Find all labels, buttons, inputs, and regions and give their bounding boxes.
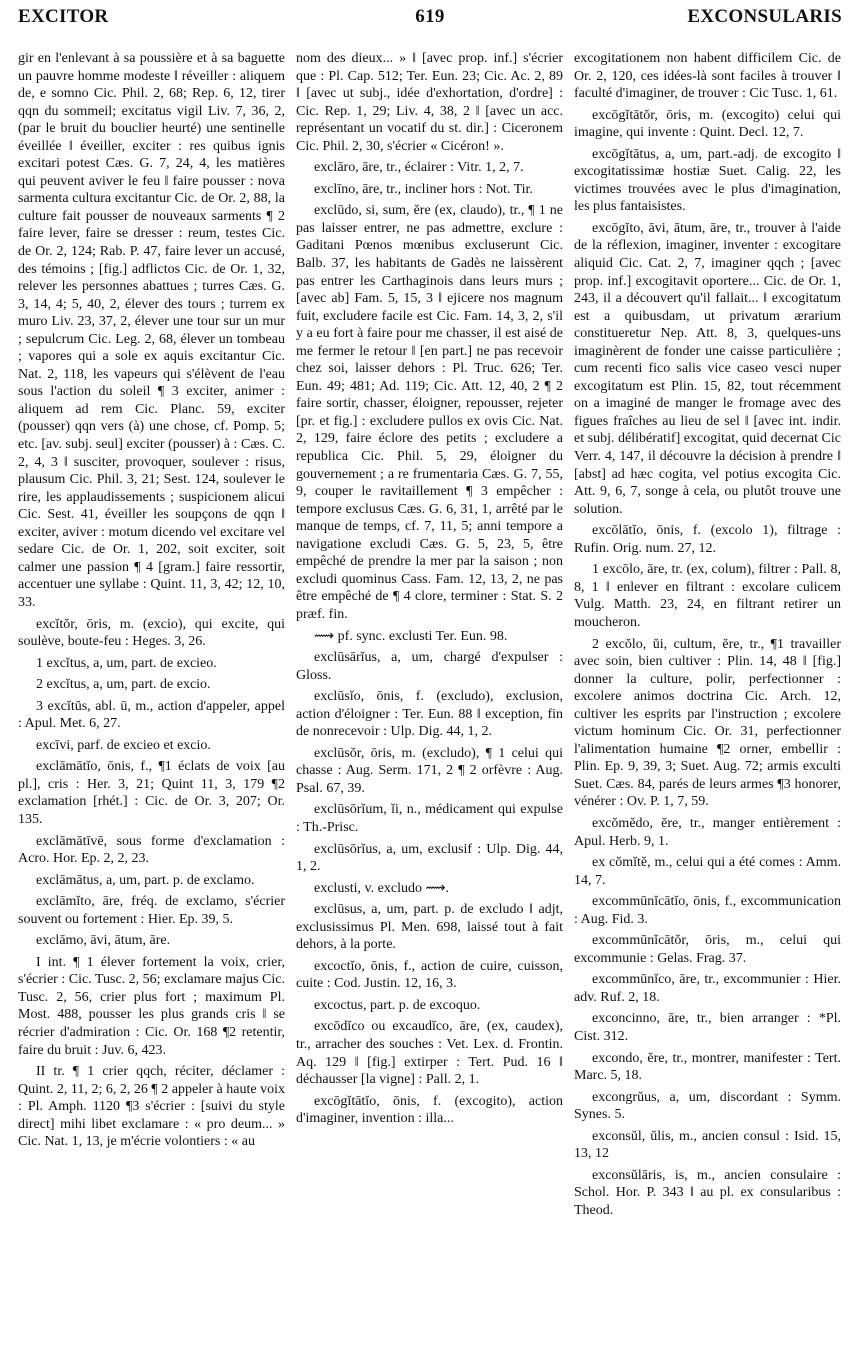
column-left (18, 50, 285, 1350)
dictionary-entry: I int. ¶ 1 élever fortement la voix, crier, s'écrier : Cic. Tusc. 2, 56; exclamare majus Cic. Tusc. 2, 56, crier plus fort ; maximum Pl. Most. 488, pousser les plus grands cris ‖ se récrier d'admiration : Cic. Or. 168 ¶2 retentir, faire du bruit : Juv. 6, 423. (18, 954, 285, 1058)
dictionary-entry: excōgĭtātĭo, ōnis, f. (excogito), action d'imaginer, invention : illa... (296, 1093, 563, 1127)
dictionary-entry: excommūnĭco, āre, tr., excommunier : Hier. adv. Ruf. 2, 18. (574, 972, 841, 1005)
dictionary-entry: 1 excōlo, āre, tr. (ex, colum), filtrer : Pall. 8, 8, 1 ‖ enlever en filtrant : excolare culicem Vulg. Matth. 23, 24, en filtrant retirer un moucheron. (574, 562, 841, 630)
dictionary-entry: excĭtŏr, ōris, m. (excio), qui excite, qui soulève, boute-feu : Heges. 3, 26. (18, 616, 285, 650)
dictionary-entry: II tr. ¶ 1 crier qqch, réciter, déclamer : Quint. 2, 11, 2; 6, 2, 26 ¶ 2 appeler à haute voix : Pl. Amph. 1120 ¶3 s'écrier : [suivi du style direct] mihi libet exclamare : « pro deum... » Cic. Nat. 1, 13, je m'écrie volontiers : « au (18, 1064, 285, 1150)
column-right (574, 50, 841, 1350)
dictionary-entry: excoctĭo, ōnis, f., action de cuire, cuisson, cuite : Cod. Justin. 12, 16, 3. (296, 958, 563, 992)
dictionary-entry: excōlātĭo, ōnis, f. (excolo 1), filtrage : Rufin. Orig. num. 27, 12. (574, 523, 841, 556)
header-right-headword: EXCONSULARIS (687, 6, 842, 27)
dictionary-entry: exclūsŏr, ōris, m. (excludo), ¶ 1 celui qui chasse : Aug. Serm. 171, 2 ¶ 2 orfèvre : Aug. Psal. 67, 39. (296, 745, 563, 796)
dictionary-entry: excogitationem non habent difficilem Cic. de Or. 2, 120, ces idées-là sont faciles à trouver ‖ faculté d'imaginer, de trouver : Cic Tusc. 1, 61. (574, 51, 841, 102)
dictionary-entry: excongrŭus, a, um, discordant : Symm. Synes. 5. (574, 1089, 841, 1123)
dictionary-entry: excommūnĭcātŏr, ōris, m., celui qui excommunie : Gelas. Frag. 37. (574, 933, 841, 966)
dictionary-entry: 1 excĭtus, a, um, part. de excieo. (36, 655, 217, 671)
dictionary-entry: exclusti, v. excludo ⟿. (314, 880, 450, 896)
dictionary-entry: excoctus, part. p. de excoquo. (314, 997, 481, 1013)
dictionary-entry: gir en l'enlevant à sa poussière et à sa baguette un pauvre homme modeste ‖ réveiller : aliquem de, e somno Cic. Phil. 2, 68; Rep. 6, 12, tirer qqn du sommeil; excitatus vigil Liv. 7, 36, 2, (par le bruit du bouclier heurté) une sentinelle éveillée ‖ éveiller, exciter : res quibus ignis excitari potest Cæs. G. 7, 24, 4, les matières qui peuvent aviver le feu ‖ faire pousser : nova sarmenta cultura excitantur Cic. de Or. 2, 88, la culture fait pousser de nouveaux sarments ¶ 2 faire lever, faire se dresser : reum, testes Cic. de Or. 2, 124; Rab. P. 47, faire lever un accusé, des témoins ; [fig.] adflictos Cic. de Or. 1, 32, relever les personnes abattues ; turres Cæs. G. 3, 14, 4; 5, 40, 2, élever des tours ; turrem ex muro Liv. 23, 37, 2, élever une tour sur un mur ; sepulcrum Cic. Leg. 2, 68, élever un tombeau ; vapores qui a sole ex aquis excitantur Cic. Nat. 2, 118, les vapeurs qui s'élèvent de l'eau sous l'action du soleil ¶ 3 exciter, animer : aliquem ad rem Cic. Planc. 59, exciter (pousser) qqn vers (à) une chose, cf. Pomp. 5; etc. [av. subj. seul] exciter (pousser) à : Cæs. C. 2, 4, 3 ‖ susciter, provoquer, soulever : risus, plausum Cic. Phil. 3, 21; Sest. 124, soulever le rire, les applaudissements ; suspicionem alicui Cic. Sest. 41, éveiller les soupçons de qqn ‖ exciter, aviver : motum dicendo vel excitare vel sedare Cic. de Or. 1, 202, soit exciter, soit calmer une passion ¶ 4 [gram.] faire ressortir, accentuer une syllabe : Quint. 11, 3, 42; 12, 10, 33. (18, 51, 285, 610)
dictionary-entry: exclāmātus, a, um, part. p. de exclamo. (36, 872, 255, 888)
dictionary-entry: exclūsus, a, um, part. p. de excludo ‖ adjt, exclusissimus Pl. Men. 698, laissé tout à fait dehors, à la porte. (296, 902, 563, 953)
dictionary-entry: exclāmo, āvi, ātum, āre. (36, 933, 171, 949)
dictionary-entry: exclāro, āre, tr., éclairer : Vitr. 1, 2, 7. (314, 160, 524, 176)
page-number: 619 (415, 6, 445, 27)
dictionary-entry: ⟿ pf. sync. exclusti Ter. Eun. 98. (314, 628, 508, 644)
column-middle (296, 50, 563, 1350)
dictionary-entry: 3 excĭtŭs, abl. ū, m., action d'appeler, appel : Apul. Met. 6, 27. (18, 698, 285, 732)
dictionary-entry: exclāmĭto, āre, fréq. de exclamo, s'écrier souvent ou fortement : Hier. Ep. 39, 5. (18, 894, 285, 927)
dictionary-entry: exconsŭl, ŭlis, m., ancien consul : Isid. 15, 13, 12 (574, 1128, 841, 1162)
dictionary-entry: 2 excĭtus, a, um, part. de excio. (36, 677, 211, 693)
dictionary-entry: excommūnĭcātĭo, ōnis, f., excommunication : Aug. Fid. 3. (574, 894, 841, 927)
dictionary-entry: exclīno, āre, tr., incliner hors : Not. Tir. (314, 181, 533, 197)
dictionary-entry: ex cŏmĭtĕ, m., celui qui a été comes : Amm. 14, 7. (574, 855, 841, 888)
dictionary-entry: exclāmātĭo, ōnis, f., ¶1 éclats de voix [au pl.], cris : Her. 3, 21; Quint 11, 3, 179 ¶2 exclamation [rhét.] : Cic. de Or. 3, 207; Or. 135. (18, 759, 285, 827)
page-header (18, 6, 842, 36)
dictionary-entry: exclūsōrĭus, a, um, exclusif : Ulp. Dig. 44, 1, 2. (296, 841, 563, 875)
dictionary-entry: excōgĭto, āvi, ātum, āre, tr., trouver à l'aide de la réflexion, imaginer, inventer : excogitare aliquid Cic. Cat. 2, 7, imaginer qqch ; [avec prop. inf.] excogitavit oportere... Cic. de Or. 1, 243, il a découvert qu'il fallait... ‖ excogitatum est a quibusdam, ut privatum ærarium constitueretur Nep. Att. 8, 3, quelques-uns imaginèrent de fonder une caisse particulière ; cum recenti fico salis vice caseo vesci nuper excogitatum est Plin. 15, 82, tout récemment on a imaginé de manger le fromage avec des figues fraîches au lieu de sel ‖ [avec int. indir. et subj. délibératif] excogitat, quid decernat Cic Verr. 4, 147, il découvre la décision à prendre ‖ [abst] ad hæc cogita, vel potius excogita Cic. Att. 9, 6, 7, songe à cela, ou plutôt trouve une solution. (574, 220, 841, 517)
dictionary-entry: excōgĭtātŏr, ōris, m. (excogito) celui qui imagine, qui invente : Quint. Decl. 12, 7. (574, 107, 841, 141)
dictionary-entry: exclūsĭo, ōnis, f. (excludo), exclusion, action d'éloigner : Ter. Eun. 88 ‖ exception, fin de nonrecevoir : Ulp. Dig. 44, 1, 2. (296, 689, 563, 740)
dictionary-entry: exclāmātīvē, sous forme d'exclamation : Acro. Hor. Ep. 2, 2, 23. (18, 833, 285, 867)
dictionary-entry: excīvi, parf. de excieo et excio. (36, 737, 211, 753)
dictionary-entry: excŏmĕdo, ĕre, tr., manger entièrement : Apul. Herb. 9, 1. (574, 815, 841, 849)
dictionary-entry: exconcinno, āre, tr., bien arranger : *Pl. Cist. 312. (574, 1011, 841, 1044)
dictionary-entry: excōdĭco ou excaudĭco, āre, (ex, caudex), tr., arracher des souches : Vet. Lex. d. Frontin. Aq. 129 ‖ [fig.] extirper : Tert. Pud. 16 ‖ déchausser [la vigne] : Pall. 2, 1. (296, 1019, 563, 1088)
dictionary-entry: exclūsārĭus, a, um, chargé d'expulser : Gloss. (296, 650, 563, 683)
dictionary-entry: exclūdo, si, sum, ĕre (ex, claudo), tr., ¶ 1 ne pas laisser entrer, ne pas admettre, exclure : Gaditani Pœnos mœnibus excluserunt Cic. Balb. 37, les habitants de Gadès ne laissèrent pas entrer les Carthaginois dans leurs murs ; [avec ab] Fam. 5, 15, 3 ‖ ejicere nos magnum fuit, excludere facile est Cic. Fam. 14, 3, 2, s'il y a eu fort à faire pour me chasser, il est aisé de me fermer le retour ‖ [en part.] ne pas recevoir chez soi, laisser dehors : Pl. Truc. 626; Ter. Eun. 49; 481; Ad. 119; Cic. Att. 12, 40, 2 ¶ 2 faire sortir, chasser, éloigner, repousser, rejeter [pr. et fig.] : excludere pullos ex ovis Cic. Nat. 2, 129, faire éclore des petits ; excludere a republica Cic. Phil. 5, 29, éloigner du gouvernement ; a re frumentaria Cæs. G. 7, 55, 9, couper le ravitaillement ¶ 3 empêcher : tempore exclusus Cæs. G. 6, 31, 1, arrêté par le manque de temps, cf. 7, 11, 5; anni tempore a navigatione excludi Cæs. G. 5, 23, 5, être empêché de prendre la mer par la saison ; non excludi quominus Cass. Fam. 12, 13, 2, ne pas être empêché de ¶ 4 clore, terminer : Stat. S. 2 præf. fin. (296, 203, 563, 622)
dictionary-entry: excondo, ĕre, tr., montrer, manifester : Tert. Marc. 5, 18. (574, 1050, 841, 1084)
dictionary-entry: exclūsōrĭum, ĭi, n., médicament qui expulse : Th.-Prisc. (296, 802, 563, 835)
dictionary-entry: nom des dieux... » ‖ [avec prop. inf.] s'écrier que : Pl. Cap. 512; Ter. Eun. 23; Cic. Ac. 2, 89 ‖ [avec ut subj., idée d'exhortation, d'ordre] : Cic. Rep. 1, 29; Liv. 4, 38, 2 ‖ [avec un acc. représentant un vocatif du st. dir.] : Ciceronem Cic. Phil. 2, 30, s'écrier « Cicéron! ». (296, 51, 563, 154)
dictionary-entry: excōgĭtātus, a, um, part.-adj. de excogito ‖ excogitatissimæ hostiæ Suet. Calig. 22, les victimes trouvées avec le plus d'imagination, les plus fantaisistes. (574, 146, 841, 215)
header-left-headword: EXCITOR (18, 6, 109, 27)
dictionary-entry: exconsŭlāris, is, m., ancien consulaire : Schol. Hor. P. 343 ‖ au pl. ex consularibus : Theod. (574, 1167, 841, 1218)
dictionary-entry: 2 excŏlo, ŭi, cultum, ĕre, tr., ¶1 travailler avec soin, bien cultiver : Plin. 14, 48 ‖ [fig.] donner la culture, polir, perfectionner : excolere animos doctrina Cic. Arch. 12, cultiver les esprits par l'instruction ; excolere victum hominum Cic. Or. 31, perfectionner l'alimentation humaine ¶2 orner, embellir : Plin. Ep. 9, 39, 3; Suet. Aug. 72; armis exculti Suet. Cæs. 84, parés de leurs armes ¶3 honorer, vénérer : Ov. P. 1, 7, 59. (574, 636, 841, 810)
